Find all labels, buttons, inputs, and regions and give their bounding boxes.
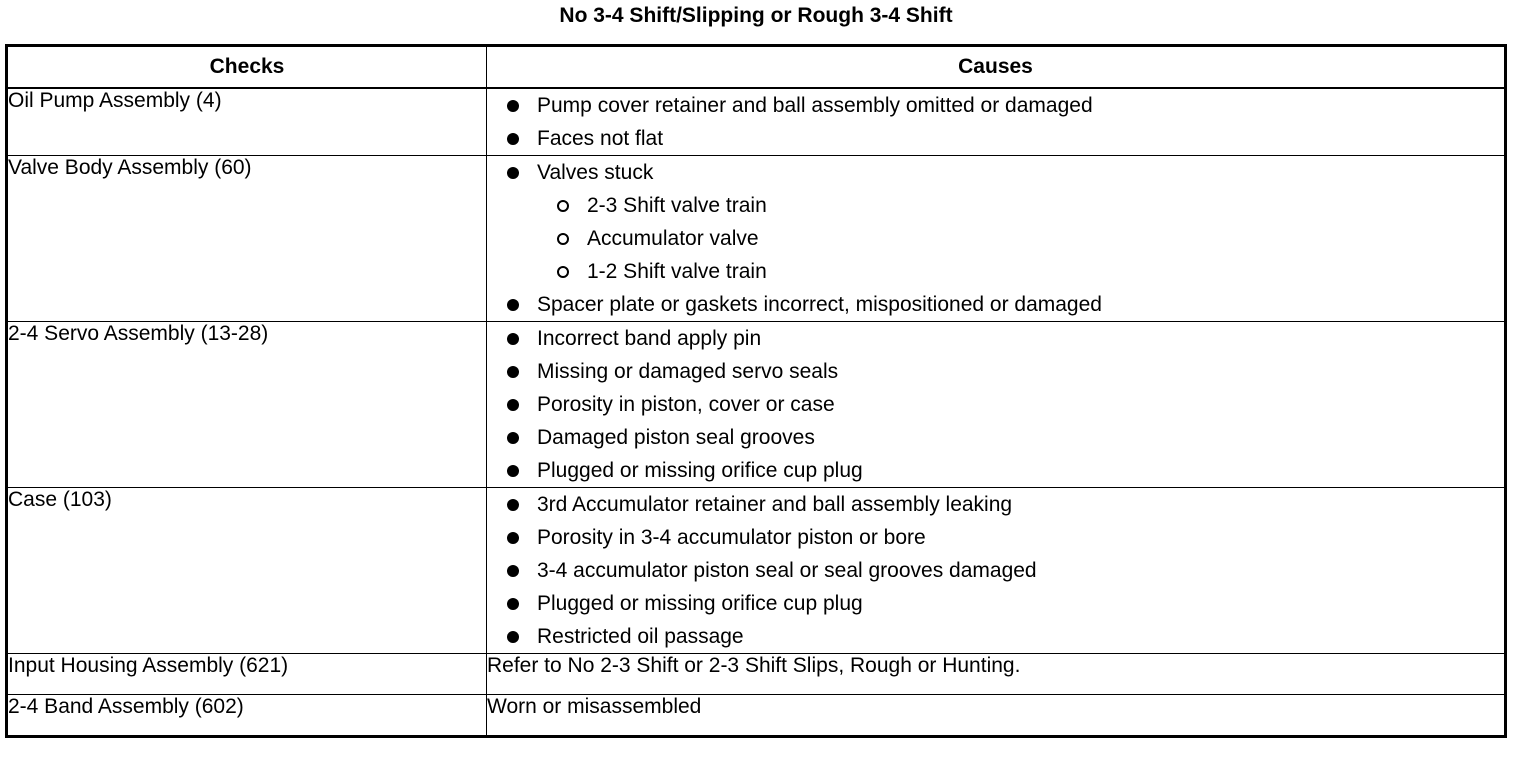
cause-list [487, 488, 1504, 653]
cause-item: Incorrect band apply pin [487, 322, 1504, 355]
cause-item-label: Valves stuck [537, 161, 654, 184]
cause-item: Porosity in 3-4 accumulator piston or bore [487, 521, 1504, 554]
cause-item [487, 156, 1504, 288]
table-row [7, 488, 1506, 654]
cause-item: Spacer plate or gaskets incorrect, mispositioned or damaged [487, 288, 1504, 321]
causes-cell [487, 156, 1506, 322]
cause-item: Plugged or missing orifice cup plug [487, 454, 1504, 487]
causes-cell [487, 88, 1506, 156]
sub-cause-item: 1-2 Shift valve train [537, 255, 1504, 288]
table-row [7, 654, 1506, 695]
table-header-row [7, 46, 1506, 89]
cause-item: Plugged or missing orifice cup plug [487, 587, 1504, 620]
check-cell: Input Housing Assembly (621) [7, 654, 487, 695]
cause-item: Faces not flat [487, 122, 1504, 155]
cause-list [487, 89, 1504, 155]
checks-column-header: Checks [7, 46, 487, 89]
diagnostic-table [5, 44, 1507, 738]
cause-item: 3-4 accumulator piston seal or seal grooves damaged [487, 554, 1504, 587]
check-cell: Oil Pump Assembly (4) [7, 88, 487, 156]
check-cell: 2-4 Band Assembly (602) [7, 695, 487, 737]
cause-text-cell: Worn or misassembled [487, 695, 1506, 737]
cause-item: Damaged piston seal grooves [487, 421, 1504, 454]
check-cell: Case (103) [7, 488, 487, 654]
cause-text-cell: Refer to No 2-3 Shift or 2-3 Shift Slips, Rough or Hunting. [487, 654, 1506, 695]
page-title: No 3-4 Shift/Slipping or Rough 3-4 Shift [559, 4, 953, 27]
causes-column-header: Causes [487, 46, 1506, 89]
sub-cause-list [537, 189, 1504, 288]
table-row [7, 322, 1506, 488]
cause-item: Missing or damaged servo seals [487, 355, 1504, 388]
table-row [7, 695, 1506, 737]
check-cell: Valve Body Assembly (60) [7, 156, 487, 322]
cause-list [487, 322, 1504, 487]
cause-item: Porosity in piston, cover or case [487, 388, 1504, 421]
sub-cause-item: 2-3 Shift valve train [537, 189, 1504, 222]
table-row [7, 88, 1506, 156]
cause-item: Restricted oil passage [487, 620, 1504, 653]
sub-cause-item: Accumulator valve [537, 222, 1504, 255]
cause-item: Pump cover retainer and ball assembly omitted or damaged [487, 89, 1504, 122]
causes-cell [487, 322, 1506, 488]
causes-cell [487, 488, 1506, 654]
table-row [7, 156, 1506, 322]
cause-item: 3rd Accumulator retainer and ball assembly leaking [487, 488, 1504, 521]
cause-list [487, 156, 1504, 321]
check-cell: 2-4 Servo Assembly (13-28) [7, 322, 487, 488]
